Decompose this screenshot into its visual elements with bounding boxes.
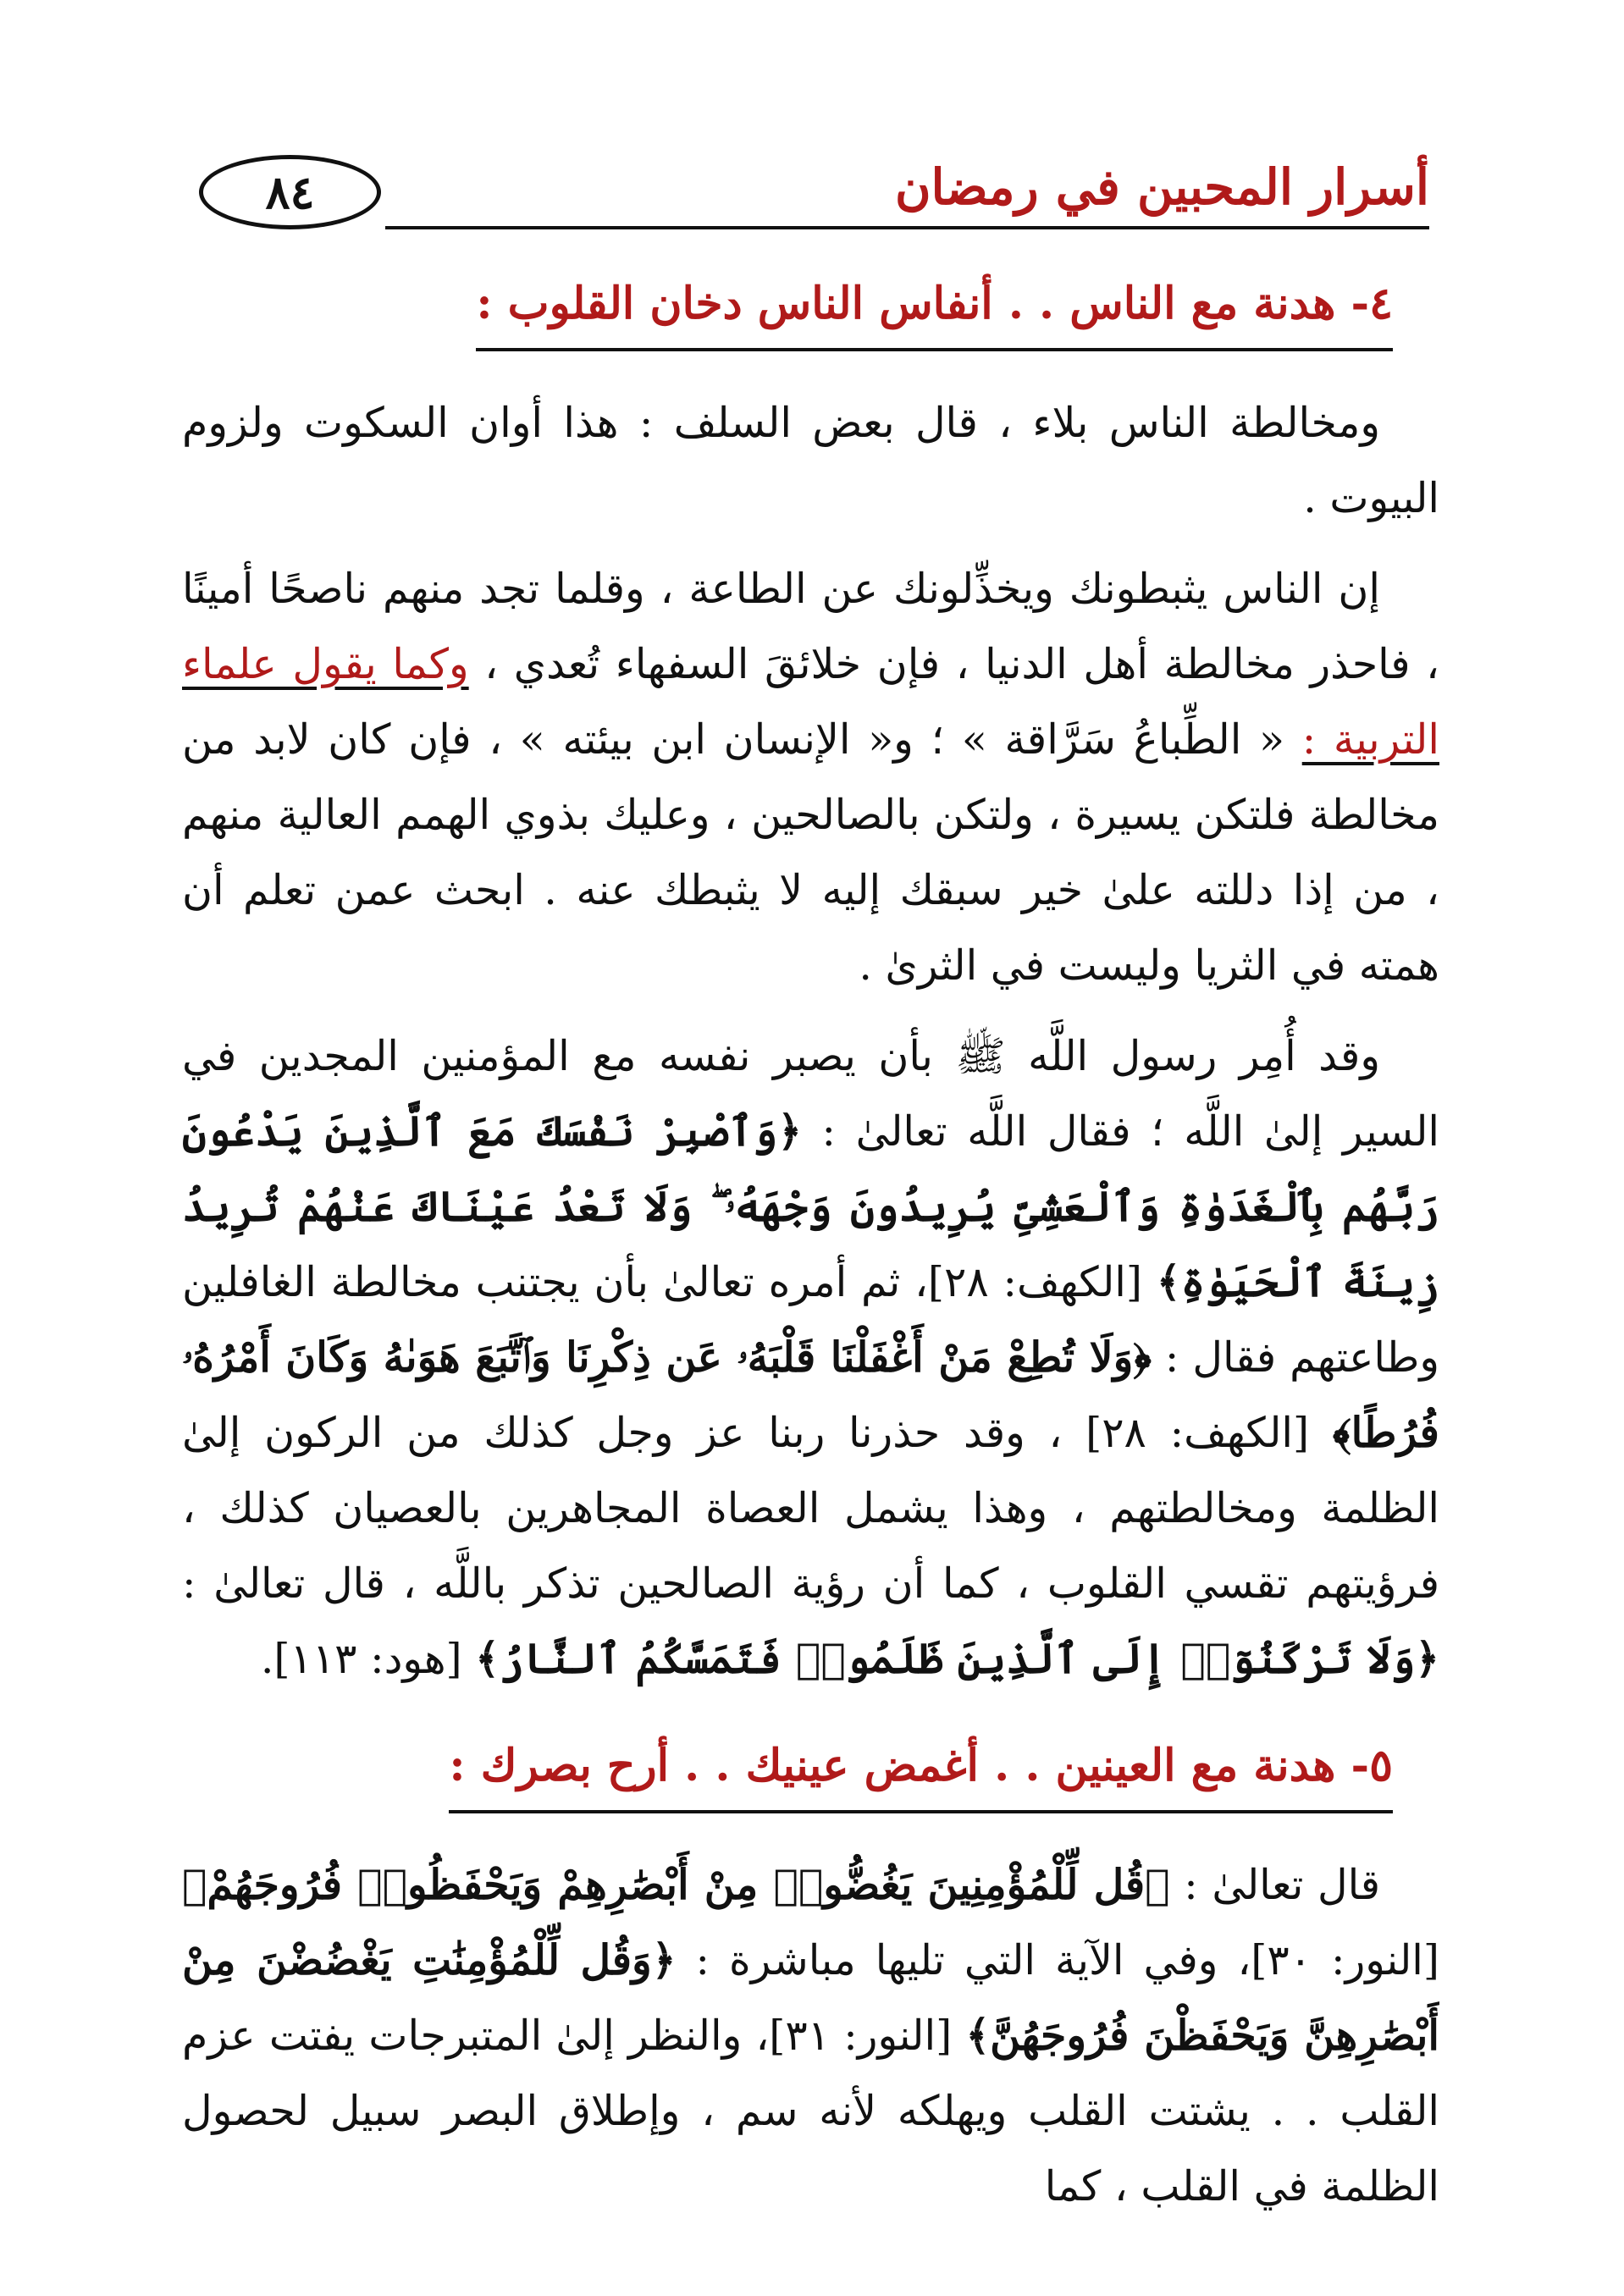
section-heading: ٤- هدنة مع الناس . . أنفاس الناس دخان القلوب :: [476, 268, 1393, 351]
paragraph: [182, 1847, 1439, 2211]
paragraph-text: إن الناس يثبطونك ويخذِّلونك عن الطاعة ، وقلما تجد منهم ناصحًا أمينًا ، فاحذر مخالطة أهل الدنيا ، فإن خلائقَ السفهاء تُعدي ،: [182, 565, 1439, 688]
page-number: ٨٤: [265, 165, 315, 219]
quran-verse: ﴿وَلَا تُطِعْ مَنْ أَغْفَلْنَا قَلْبَهُۥ عَن ذِكْرِنَا وَٱتَّبَعَ هَوَىٰهُ وَكَانَ أَمْرُهُۥ فُرُطًا﴾: [182, 1333, 1439, 1457]
paragraph-text: قال تعالىٰ :: [1169, 1861, 1381, 1909]
section-heading-wrap: [182, 250, 1439, 385]
page-body: [182, 250, 1439, 2211]
quran-verse: ﴿وَلَا تَرْكَنُوٓا۟ إِلَى ٱلَّذِينَ ظَلَمُوا۟ فَتَمَسَّكُمُ ٱلنَّارُ﴾: [475, 1634, 1439, 1683]
paragraph-text: [الكهف: ٢٨]، ثم أمره تعالىٰ بأن يجتنب مخالطة الغافلين وطاعتهم فقال :: [182, 1258, 1439, 1382]
paragraph-text: [النور: ٣١]، والنظر إلىٰ المتبرجات يفتت عزم القلب . . يشتت القلب ويهلكه لأنه سم ، وإطلاق البصر سبيل لحصول الظلمة في القلب ، كما: [182, 2012, 1439, 2210]
section-heading-wrap: [182, 1712, 1439, 1847]
paragraph-text: [النور: ٣٠]، وفي الآية التي تليها مباشرة :: [676, 1936, 1439, 1984]
quran-verse: ﴿وَٱصْبِرْ نَفْسَكَ مَعَ ٱلَّذِينَ يَدْعُونَ رَبَّهُم بِٱلْغَدَوٰةِ وَٱلْعَشِىِّ يُرِيدُونَ وَجْهَهُۥ ۖ وَلَا تَعْدُ عَيْنَاكَ عَنْهُمْ تُرِيدُ زِينَةَ ٱلْحَيَوٰةِ﴾: [182, 1107, 1439, 1306]
paragraph-text: ومخالطة الناس بلاء ، قال بعض السلف : هذا أوان السكوت ولزوم البيوت .: [182, 399, 1439, 522]
paragraph: [182, 385, 1439, 536]
quran-verse: ﴿قُل لِّلْمُؤْمِنِينَ يَغُضُّوا۟ مِنْ أَبْصَٰرِهِمْ وَيَحْفَظُوا۟ فُرُوجَهُمْ﴾: [182, 1860, 1170, 1909]
paragraph-text: [الكهف: ٢٨] ، وقد حذرنا ربنا عز وجل كذلك من الركون إلىٰ الظلمة ومخالطتهم ، وهذا يشمل العصاة المجاهرين بالعصيان كذلك ، فرؤيتهم تقسي القلوب ، كما أن رؤية الصالحين تذكر باللَّه ، قال تعالىٰ :: [182, 1409, 1439, 1608]
book-title: أسرار المحبين في رمضان: [894, 158, 1429, 216]
paragraph-text: [هود: ١١٣].: [260, 1635, 476, 1683]
highlighted-phrase: وكما يقول علماء التربية :: [182, 640, 1439, 764]
section-heading: ٥- هدنة مع العينين . . أغمض عينيك . . أرح بصرك :: [449, 1730, 1393, 1813]
page-header: [182, 140, 1429, 241]
quran-verse: ﴿وَقُل لِّلْمُؤْمِنَٰتِ يَغْضُضْنَ مِنْ أَبْصَٰرِهِنَّ وَيَحْفَظْنَ فُرُوجَهُنَّ﴾: [182, 1935, 1439, 2060]
paragraph: [182, 1018, 1439, 1697]
page-number-badge: [199, 155, 381, 229]
paragraph-text: « الطِّباعُ سَرَّاقة » ؛ و« الإنسان ابن بيئته » ، فإن كان لابد من مخالطة فلتكن يسيرة ، ولتكن بالصالحين ، وعليك بذوي الهمم العالية منهم ، من إذا دللته علىٰ خير سبقك إليه لا يثبطك عنه . ابحث عمن تعلم أن همته في الثريا وليست في الثرىٰ .: [182, 715, 1439, 990]
paragraph: [182, 551, 1439, 1003]
paragraph-text: وقد أُمِر رسول اللَّه ﷺ بأن يصبر نفسه مع المؤمنين المجدين في السير إلىٰ اللَّه ؛ فقال اللَّه تعالىٰ :: [182, 1032, 1439, 1156]
header-divider: [385, 226, 1429, 229]
